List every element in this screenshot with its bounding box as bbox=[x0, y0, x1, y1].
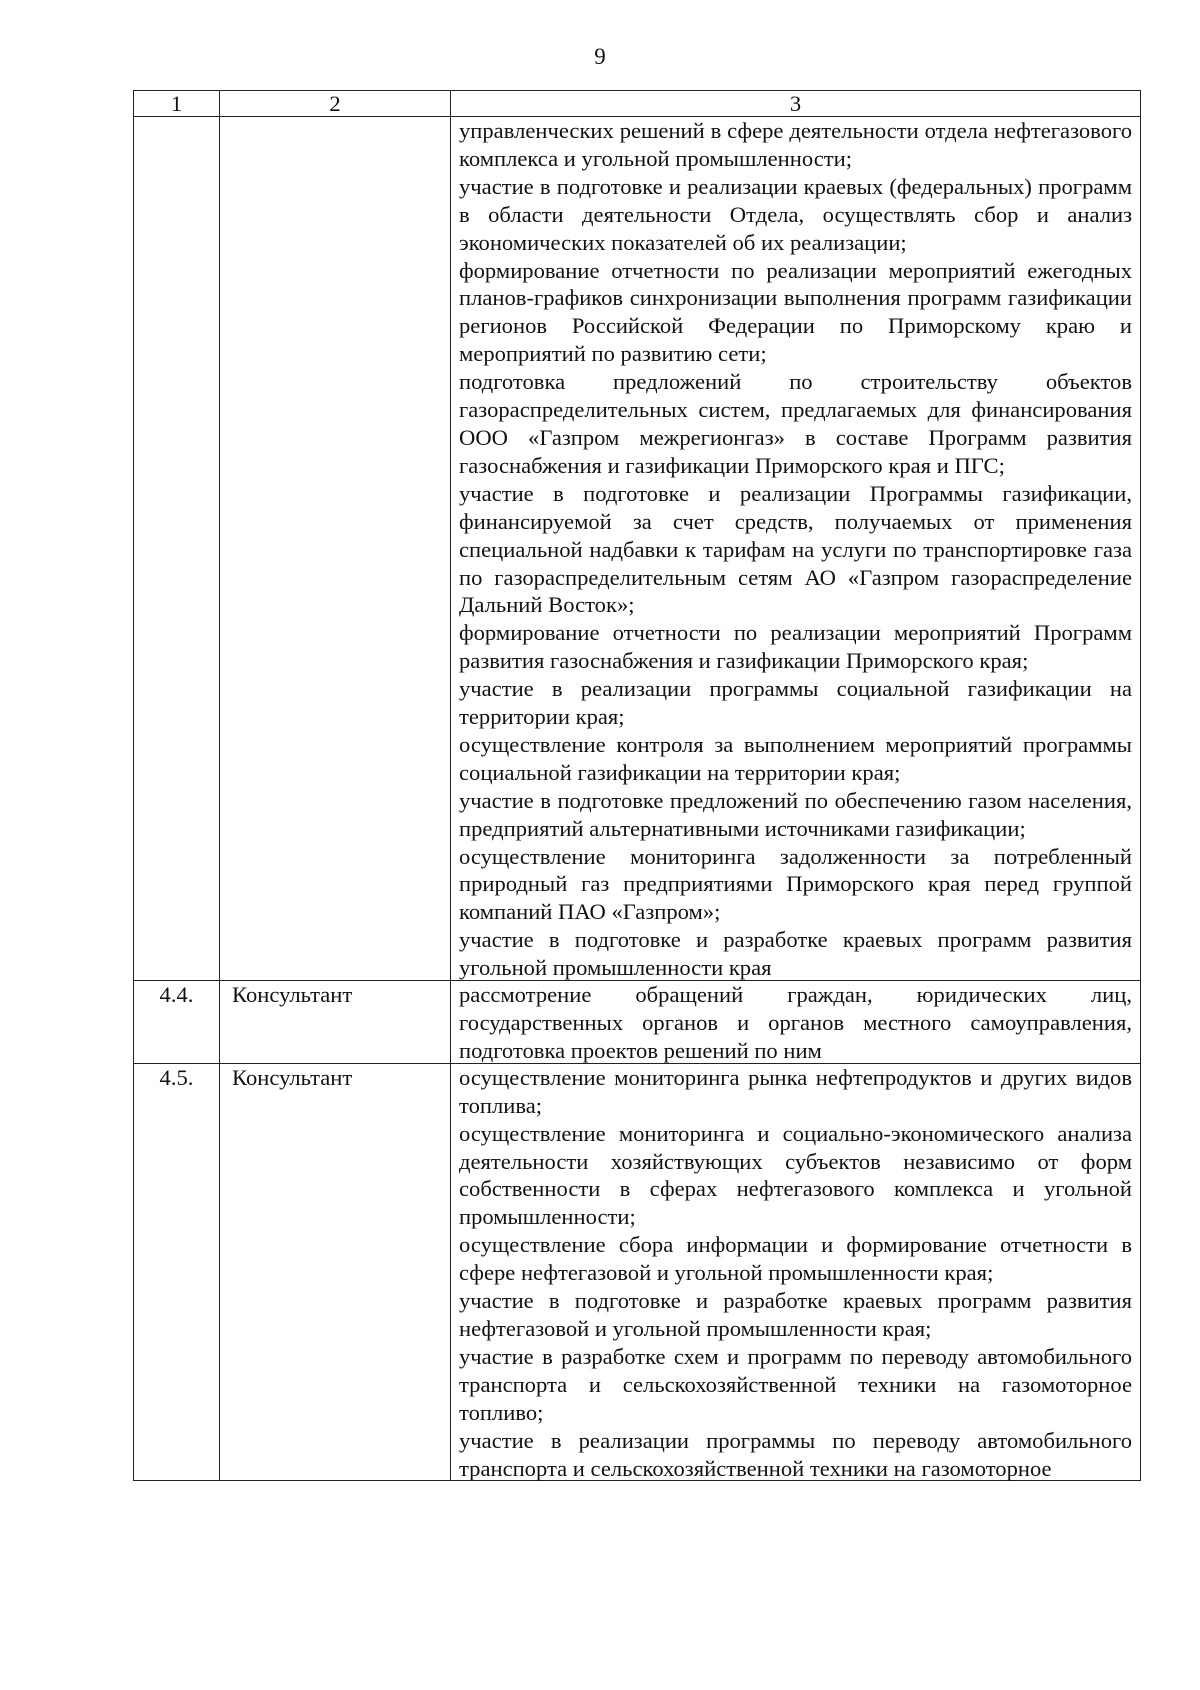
duty-item: управленческих решений в сфере деятельности отдела нефтегазового комплекса и угольной промышленности; bbox=[459, 118, 1132, 171]
header-cell-2: 2 bbox=[220, 91, 451, 117]
header-cell-1: 1 bbox=[134, 91, 220, 117]
duties-cell bbox=[451, 1063, 1141, 1481]
duties-cell bbox=[451, 117, 1141, 981]
duty-item: подготовка предложений по строительству объектов газораспределительных систем, предлагаемых для финансирования ООО «Газпром межрегионгаз» в составе Программ развития газоснабжения и газификации Приморского края и ПГС; bbox=[459, 369, 1132, 478]
duty-item: осуществление контроля за выполнением мероприятий программы социальной газификации на территории края; bbox=[459, 731, 1132, 785]
table-row bbox=[134, 981, 1141, 1064]
table-row bbox=[134, 1063, 1141, 1481]
duty-item: участие в подготовке предложений по обеспечению газом населения, предприятий альтернативными источниками газификации; bbox=[459, 787, 1132, 841]
duties-cell bbox=[451, 981, 1141, 1064]
duty-item: участие в подготовке и разработке краевых программ развития нефтегазовой и угольной промышленности края; bbox=[459, 1288, 1132, 1341]
duty-item: осуществление мониторинга и социально-экономического анализа деятельности хозяйствующих субъектов независимо от форм собственности в сферах нефтегазового комплекса и угольной промышленности; bbox=[459, 1120, 1132, 1230]
duty-item: участие в подготовке и реализации краевых (федеральных) программ в области деятельности Отдела, осуществлять сбор и анализ экономических показателей об их реализации; bbox=[459, 173, 1132, 255]
header-cell-3: 3 bbox=[451, 91, 1141, 117]
duty-item: участие в реализации программы социальной газификации на территории края; bbox=[459, 676, 1132, 730]
duty-item: осуществление мониторинга рынка нефтепродуктов и других видов топлива; bbox=[459, 1064, 1132, 1118]
duty-item: участие в подготовке и реализации Программы газификации, финансируемой за счет средств, получаемых от применения специальной надбавки к тарифам на услуги по транспортировке газа по газораспределительным сетям АО «Газпром газораспределение Дальний Восток»; bbox=[459, 480, 1132, 618]
duty-item: участие в разработке схем и программ по переводу автомобильного транспорта и сельскохозяйственной техники на газомоторное топливо; bbox=[459, 1343, 1132, 1425]
row-number: 4.4. bbox=[134, 981, 220, 1064]
row-number bbox=[134, 117, 220, 981]
duty-item: осуществление сбора информации и формирование отчетности в сфере нефтегазовой и угольной промышленности края; bbox=[459, 1232, 1132, 1286]
duty-item: формирование отчетности по реализации мероприятий Программ развития газоснабжения и газификации Приморского края; bbox=[459, 620, 1132, 674]
position-name: Консультант bbox=[220, 1063, 451, 1481]
duty-item: осуществление мониторинга задолженности за потребленный природный газ предприятиями Приморского края перед группой компаний ПАО «Газпром»; bbox=[459, 843, 1132, 925]
duty-item: формирование отчетности по реализации мероприятий ежегодных планов-графиков синхронизации выполнения программ газификации регионов Российской Федерации по Приморскому краю и мероприятий по развитию сети; bbox=[459, 257, 1132, 367]
position-name: Консультант bbox=[220, 981, 451, 1064]
position-name bbox=[220, 117, 451, 981]
row-number: 4.5. bbox=[134, 1063, 220, 1481]
table-row bbox=[134, 117, 1141, 981]
duty-item: участие в реализации программы по переводу автомобильного транспорта и сельскохозяйственной техники на газомоторное bbox=[459, 1427, 1132, 1481]
duties-table bbox=[133, 90, 1141, 1481]
page-number: 9 bbox=[594, 44, 606, 69]
duty-item: рассмотрение обращений граждан, юридических лиц, государственных органов и органов местного самоуправления, подготовка проектов решений по ним bbox=[459, 982, 1132, 1063]
table-header-row bbox=[134, 91, 1141, 117]
duty-item: участие в подготовке и разработке краевых программ развития угольной промышленности края bbox=[459, 927, 1132, 981]
